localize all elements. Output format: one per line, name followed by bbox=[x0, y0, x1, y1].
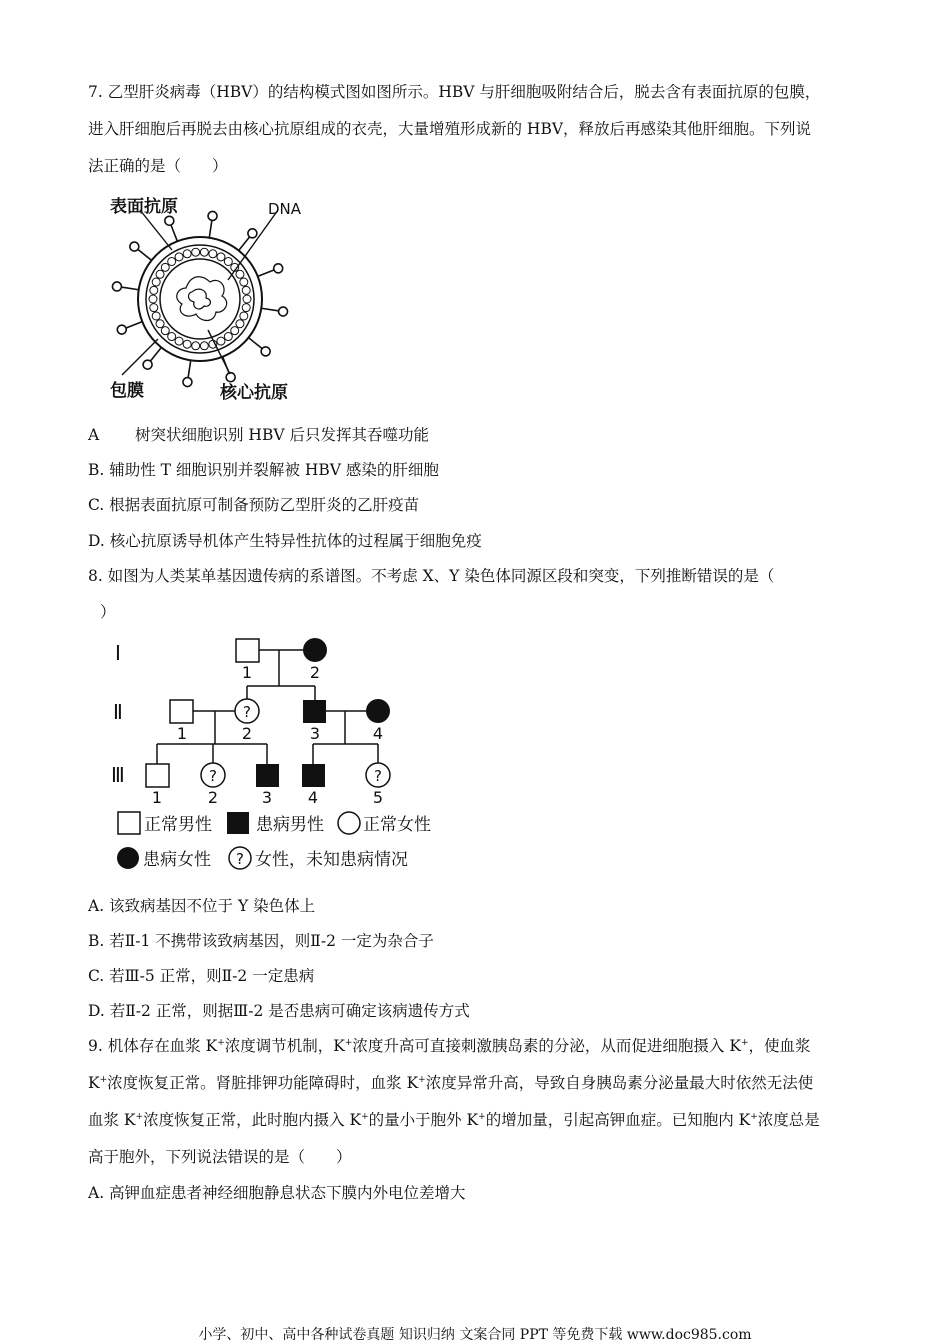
question-mark: ? bbox=[236, 850, 244, 868]
q7-option-a-letter: A bbox=[88, 426, 100, 444]
core-antigen-bead bbox=[243, 295, 251, 303]
core-antigen-bead bbox=[209, 250, 217, 258]
surface-antigen-knob bbox=[279, 307, 288, 316]
q7-option-c: C. 根据表面抗原可制备预防乙型肝炎的乙肝疫苗 bbox=[88, 496, 420, 514]
legend-normal-male: 正常男性 bbox=[144, 815, 212, 835]
individual-III-4 bbox=[302, 764, 325, 787]
legend-normal-female-symbol bbox=[338, 812, 360, 834]
core-antigen-bead bbox=[224, 257, 232, 265]
core-antigen-bead bbox=[150, 304, 158, 312]
generation-label-3: Ⅲ bbox=[111, 763, 125, 787]
core-antigen-bead bbox=[224, 333, 232, 341]
q8-option-d: D. 若Ⅱ-2 正常，则据Ⅲ-2 是否患病可确定该病遗传方式 bbox=[88, 1002, 470, 1020]
core-antigen-bead bbox=[161, 263, 169, 271]
surface-spike bbox=[239, 236, 250, 250]
core-antigen-bead bbox=[192, 248, 200, 256]
number-I-2: 2 bbox=[309, 663, 321, 682]
surface-antigen-knob bbox=[117, 325, 126, 334]
number-II-1: 1 bbox=[176, 724, 188, 743]
number-II-4: 4 bbox=[372, 724, 384, 743]
surface-spike bbox=[209, 220, 212, 238]
q8-option-b: B. 若Ⅱ-1 不携带该致病基因，则Ⅱ-2 一定为杂合子 bbox=[88, 932, 434, 950]
individual-II-3 bbox=[303, 700, 326, 723]
q7-option-b: B. 辅助性 T 细胞识别并裂解被 HBV 感染的肝细胞 bbox=[88, 461, 439, 479]
surface-antigen-knob bbox=[226, 373, 235, 382]
individual-III-1 bbox=[146, 764, 169, 787]
core-antigen-bead bbox=[240, 312, 248, 320]
core-antigen-bead bbox=[183, 250, 191, 258]
number-III-5: 5 bbox=[372, 788, 384, 807]
q8-option-c: C. 若Ⅲ-5 正常，则Ⅱ-2 一定患病 bbox=[88, 967, 315, 985]
core-antigen-bead bbox=[200, 248, 208, 256]
surface-spike bbox=[121, 287, 139, 290]
surface-antigen-knob bbox=[274, 264, 283, 273]
legend-normal-female: 正常女性 bbox=[363, 815, 431, 835]
number-II-2: 2 bbox=[241, 724, 253, 743]
individual-I-1 bbox=[236, 639, 259, 662]
core-antigen-bead bbox=[152, 278, 160, 286]
question-mark: ? bbox=[243, 703, 251, 721]
core-antigen-bead bbox=[242, 304, 250, 312]
core-antigen-bead bbox=[236, 270, 244, 278]
number-III-4: 4 bbox=[307, 788, 319, 807]
surface-spike bbox=[126, 322, 143, 329]
q9-stem-line-3: 血浆 K+浓度恢复正常，此时胞内摄入 K+的量小于胞外 K+的增加量，引起高钾血症。已知胞内 K+浓度总是 bbox=[88, 1111, 820, 1129]
pedigree-figure bbox=[105, 630, 450, 875]
number-III-2: 2 bbox=[207, 788, 219, 807]
legend-affected-female-symbol bbox=[117, 847, 139, 869]
core-antigen-bead bbox=[156, 320, 164, 328]
q9-option-a: A. 高钾血症患者神经细胞静息状态下膜内外电位差增大 bbox=[88, 1184, 466, 1202]
number-I-1: 1 bbox=[241, 663, 253, 682]
legend-affected-female: 患病女性 bbox=[143, 850, 211, 870]
surface-antigen-knob bbox=[143, 360, 152, 369]
surface-spike bbox=[248, 338, 262, 349]
surface-spike bbox=[261, 308, 279, 311]
surface-spike bbox=[150, 347, 161, 361]
surface-antigen-knob bbox=[248, 229, 257, 238]
q7-stem-line-1: 7. 乙型肝炎病毒（HBV）的结构模式图如图所示。HBV 与肝细胞吸附结合后，脱去含有表面抗原的包膜， bbox=[88, 83, 821, 101]
surface-antigen-knob bbox=[208, 211, 217, 220]
label-dna: DNA bbox=[268, 200, 302, 218]
surface-antigen-knob bbox=[112, 282, 121, 291]
q7-option-a: 树突状细胞识别 HBV 后只发挥其吞噬功能 bbox=[135, 426, 429, 444]
core-antigen-bead bbox=[192, 342, 200, 350]
core-antigen-bead bbox=[240, 278, 248, 286]
core-antigen-bead bbox=[175, 337, 183, 345]
surface-antigen-knob bbox=[130, 242, 139, 251]
hbv-structure-figure bbox=[100, 192, 310, 407]
surface-antigen-knob bbox=[261, 347, 270, 356]
label-envelope: 包膜 bbox=[110, 381, 144, 401]
question-mark: ? bbox=[209, 767, 217, 785]
core-antigen-bead bbox=[217, 253, 225, 261]
core-antigen-bead bbox=[150, 286, 158, 294]
legend-affected-male-symbol bbox=[227, 812, 249, 834]
surface-spike bbox=[137, 249, 151, 260]
q9-stem-line-2: K+浓度恢复正常。肾脏排钾功能障碍时，血浆 K+浓度异常升高，导致自身胰岛素分泌量最大时依然无法使 bbox=[88, 1074, 814, 1092]
surface-spike bbox=[258, 270, 275, 277]
q7-stem-line-3: 法正确的是（ ） bbox=[88, 157, 228, 175]
q8-stem-line-2: ） bbox=[100, 603, 116, 621]
q8-option-a: A. 该致病基因不位于 Y 染色体上 bbox=[88, 897, 316, 915]
number-II-3: 3 bbox=[309, 724, 321, 743]
surface-spike bbox=[188, 360, 191, 378]
legend-affected-male: 患病男性 bbox=[256, 815, 324, 835]
number-III-3: 3 bbox=[261, 788, 273, 807]
q8-stem-line-1: 8. 如图为人类某单基因遗传病的系谱图。不考虑 X、Y 染色体同源区段和突变，下列推断错误的是（ bbox=[88, 567, 775, 585]
core-antigen-bead bbox=[231, 327, 239, 335]
q9-stem-line-1: 9. 机体存在血浆 K+浓度调节机制，K+浓度升高可直接刺激胰岛素的分泌，从而促进细胞摄入 K+，使血浆 bbox=[88, 1037, 811, 1055]
individual-I-2 bbox=[303, 638, 327, 662]
individual-II-1 bbox=[170, 700, 193, 723]
core-antigen-bead bbox=[152, 312, 160, 320]
label-surface-antigen: 表面抗原 bbox=[110, 197, 178, 217]
label-core-antigen: 核心抗原 bbox=[220, 383, 288, 403]
legend-normal-male-symbol bbox=[118, 812, 140, 834]
surface-antigen-knob bbox=[183, 378, 192, 387]
individual-II-4 bbox=[366, 699, 390, 723]
page-footer: 小学、初中、高中各种试卷真题 知识归纳 文案合同 PPT 等免费下载 www.doc985.com bbox=[198, 1327, 752, 1343]
generation-label-1: Ⅰ bbox=[115, 641, 121, 665]
core-antigen-bead bbox=[175, 253, 183, 261]
core-antigen-bead bbox=[217, 337, 225, 345]
q7-stem-line-2: 进入肝细胞后再脱去由核心抗原组成的衣壳，大量增殖形成新的 HBV，释放后再感染其他肝细胞。下列说 bbox=[88, 120, 812, 138]
core-antigen-bead bbox=[242, 286, 250, 294]
surface-antigen-knob bbox=[165, 216, 174, 225]
question-mark: ? bbox=[374, 767, 382, 785]
individual-III-3 bbox=[256, 764, 279, 787]
legend-unknown-female: 女性，未知患病情况 bbox=[255, 850, 408, 870]
surface-spike bbox=[171, 225, 178, 242]
q7-option-d: D. 核心抗原诱导机体产生特异性抗体的过程属于细胞免疫 bbox=[88, 532, 482, 550]
core-antigen-bead bbox=[156, 270, 164, 278]
generation-label-2: Ⅱ bbox=[113, 700, 123, 724]
core-antigen-bead bbox=[200, 342, 208, 350]
core-antigen-bead bbox=[236, 320, 244, 328]
core-antigen-bead bbox=[161, 327, 169, 335]
core-antigen-bead bbox=[183, 340, 191, 348]
number-III-1: 1 bbox=[151, 788, 163, 807]
q9-stem-line-4: 高于胞外，下列说法错误的是（ ） bbox=[88, 1148, 352, 1166]
core-antigen-bead bbox=[168, 333, 176, 341]
core-antigen-bead bbox=[168, 257, 176, 265]
core-antigen-bead bbox=[149, 295, 157, 303]
